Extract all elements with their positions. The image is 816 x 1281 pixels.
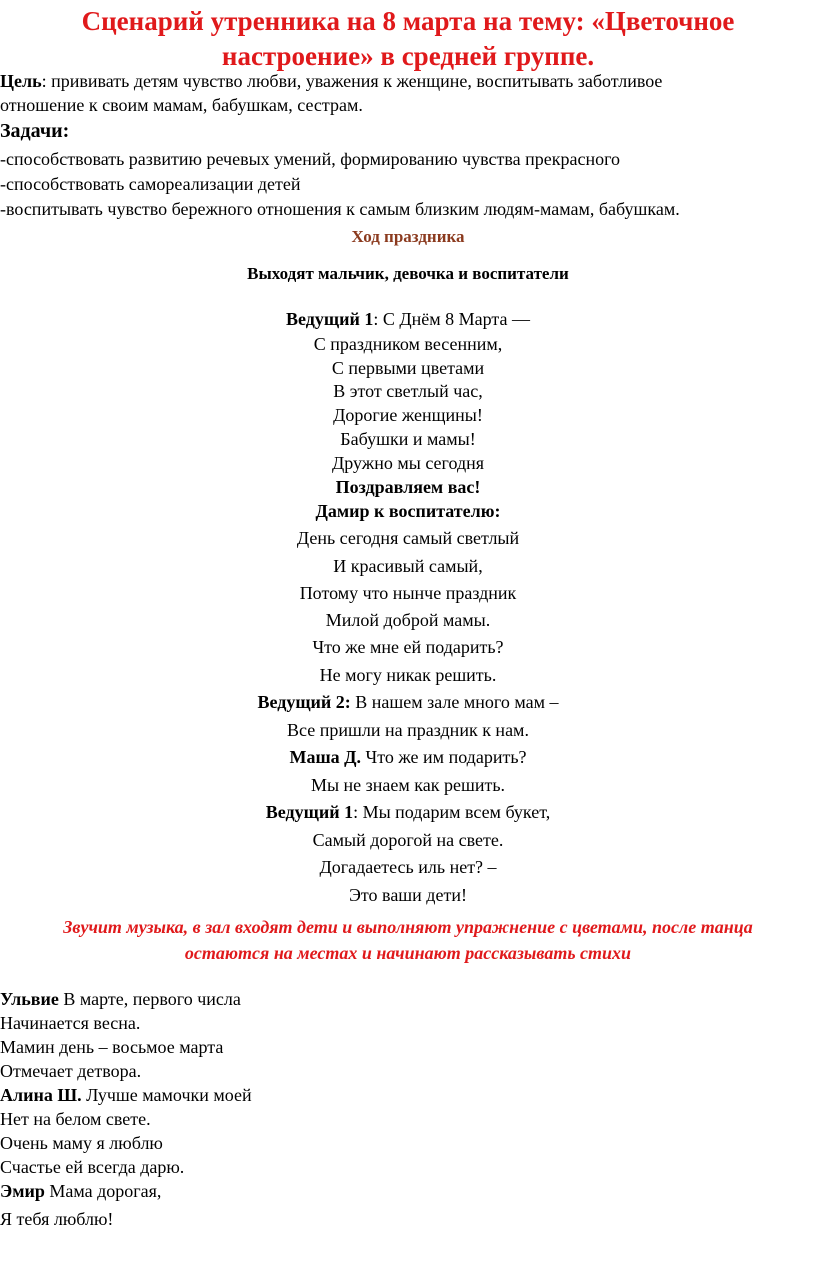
- speaker-label: Ведущий 1: [286, 309, 374, 329]
- speaker-label: Ульвие: [0, 989, 59, 1009]
- speaker-text: Что же им подарить?: [361, 747, 527, 767]
- script-line: [0, 801, 816, 823]
- speaker-label: Ведущий 1: [265, 802, 354, 822]
- task-item: -воспитывать чувство бережного отношения к самым близким людям-мамам, бабушкам.: [0, 199, 680, 219]
- poem-line: Отмечает детвора.: [0, 1061, 142, 1081]
- speaker-label: Ведущий 2:: [257, 692, 351, 712]
- speaker-label: Маша Д.: [289, 747, 362, 767]
- verse-line: С праздником весенним,: [313, 334, 503, 354]
- verse-line: Бабушки и мамы!: [340, 429, 476, 449]
- verse-line: С первыми цветами: [331, 358, 485, 378]
- poem-line: Я тебя люблю!: [0, 1209, 114, 1229]
- poem-line: Нет на белом свете.: [0, 1109, 151, 1129]
- verse-line: Потому что нынче праздник: [299, 583, 517, 603]
- verse-line: В этот светлый час,: [333, 381, 483, 401]
- verse-line: Что же мне ей подарить?: [312, 637, 504, 657]
- congrats-line: Поздравляем вас!: [335, 477, 481, 497]
- progress-heading: Ход праздника: [351, 227, 465, 246]
- verse-line: Это ваши дети!: [349, 885, 467, 905]
- speaker-label: Дамир к воспитателю:: [315, 501, 501, 521]
- speaker-label: Алина Ш.: [0, 1085, 82, 1105]
- task-item: -способствовать развитию речевых умений, формированию чувства прекрасного: [0, 149, 621, 169]
- entrance-note: Выходят мальчик, девочка и воспитатели: [247, 264, 569, 283]
- poem-line: Счастье ей всегда дарю.: [0, 1157, 185, 1177]
- goal-line-2: отношение к своим мамам, бабушкам, сестрам.: [0, 95, 363, 115]
- tasks-heading: Задачи:: [0, 120, 70, 142]
- verse-line: Дружно мы сегодня: [331, 453, 485, 473]
- goal-line-1: [0, 70, 662, 92]
- verse-line: Дорогие женщины!: [333, 405, 483, 425]
- verse-line: Мы не знаем как решить.: [310, 775, 506, 795]
- verse-line: И красивый самый,: [333, 556, 483, 576]
- poem-line: [0, 1180, 161, 1202]
- stage-direction-line-1: Звучит музыка, в зал входят дети и выполняют упражнение с цветами, после танца: [63, 917, 753, 937]
- verse-line: Самый дорогой на свете.: [312, 830, 504, 850]
- goal-label: Цель: [0, 71, 42, 91]
- script-line: [0, 746, 816, 768]
- speaker-text: Мама дорогая,: [44, 1181, 162, 1201]
- verse-line: Все пришли на праздник к нам.: [287, 720, 529, 740]
- goal-text: : прививать детям чувство любви, уважения к женщине, воспитывать заботливое: [41, 71, 663, 91]
- speaker-text: В нашем зале много мам –: [350, 692, 559, 712]
- speaker-text: Лучше мамочки моей: [81, 1085, 252, 1105]
- document-title-line-1: Сценарий утренника на 8 марта на тему: «Цветочное: [81, 6, 735, 36]
- poem-line: Мамин день – восьмое марта: [0, 1037, 224, 1057]
- task-item: -способствовать самореализации детей: [0, 174, 301, 194]
- verse-line: Не могу никак решить.: [319, 665, 497, 685]
- verse-line: Догадаетесь иль нет? –: [319, 857, 497, 877]
- speaker-text: В марте, первого числа: [58, 989, 241, 1009]
- document-title-line-2: настроение» в средней группе.: [221, 41, 595, 71]
- poem-line: Очень маму я люблю: [0, 1133, 163, 1153]
- speaker-text: : С Днём 8 Марта —: [373, 309, 530, 329]
- poem-line: Начинается весна.: [0, 1013, 141, 1033]
- poem-line: [0, 988, 241, 1010]
- speaker-text: : Мы подарим всем букет,: [353, 802, 551, 822]
- speaker-label: Эмир: [0, 1181, 45, 1201]
- script-line: [0, 691, 816, 713]
- verse-line: Милой доброй мамы.: [325, 610, 491, 630]
- verse-line: День сегодня самый светлый: [296, 528, 520, 548]
- poem-line: [0, 1084, 252, 1106]
- script-line: [0, 308, 816, 330]
- stage-direction-line-2: остаются на местах и начинают рассказывать стихи: [184, 943, 632, 963]
